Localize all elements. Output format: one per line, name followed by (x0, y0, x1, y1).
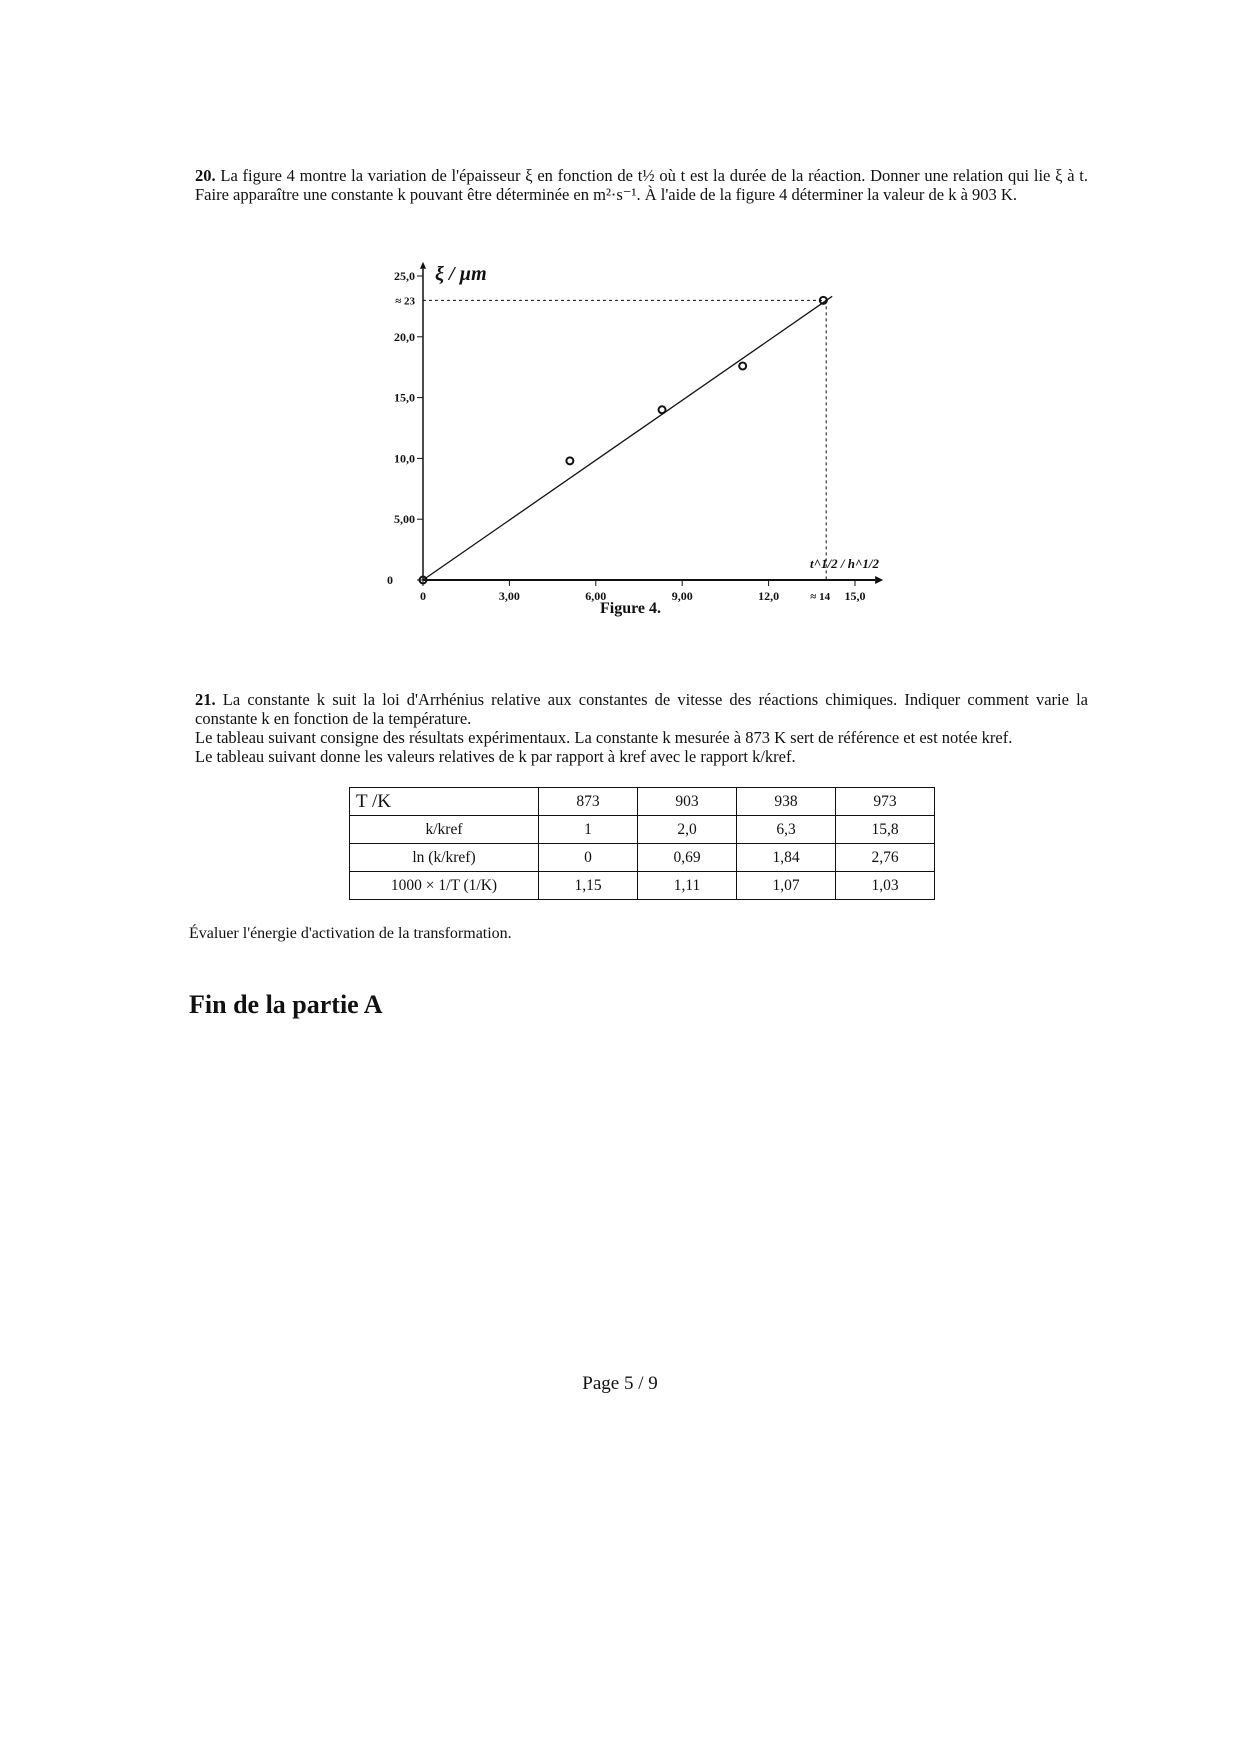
x-tick-label: 0 (420, 589, 426, 603)
row-header: k/kref (350, 816, 539, 844)
x-tick-label: 12,0 (758, 589, 780, 603)
x-tick-label: 9,00 (671, 589, 693, 603)
x-tick-label: 15,0 (844, 589, 866, 603)
y-mark-label: ≈ 23 (395, 295, 415, 308)
fit-line (423, 296, 832, 580)
y-tick-label: 10,0 (394, 451, 415, 466)
question-text: Le tableau suivant donne les valeurs relatives de k par rapport à kref avec le rapport k/kref. (195, 747, 796, 766)
table-cell: 2,76 (836, 844, 935, 872)
question-number: 21. (195, 690, 216, 709)
question-21 (195, 690, 1088, 766)
question-text: Le tableau suivant consigne des résultats expérimentaux. La constante k mesurée à 873 K sert de référence et est notée kref. (195, 728, 1013, 747)
y-axis-label: ξ / µm (435, 263, 487, 285)
y-tick-label: 20,0 (394, 329, 415, 344)
table-cell: 1,15 (539, 872, 638, 900)
table-cell: 2,0 (638, 816, 737, 844)
table-cell: 1,11 (638, 872, 737, 900)
table-cell: 973 (836, 788, 935, 816)
x-axis-arrow (875, 576, 883, 584)
table-cell: 873 (539, 788, 638, 816)
x-tick-label: 6,00 (585, 589, 607, 603)
x-axis-label: t^1/2 / h^1/2 (810, 556, 880, 571)
row-header: 1000 × 1/T (1/K) (350, 872, 539, 900)
table-cell: 1,07 (737, 872, 836, 900)
y-tick-label: 5,00 (394, 512, 415, 527)
page-number: Page 5 / 9 (582, 1373, 658, 1394)
row-header: ln (k/kref) (350, 844, 539, 872)
x-tick-label: 3,00 (498, 589, 520, 603)
figure-caption: Figure 4. (600, 600, 662, 617)
table-row (350, 844, 935, 872)
evaluate-instruction: Évaluer l'énergie d'activation de la transformation. (189, 925, 512, 942)
table-row (350, 872, 935, 900)
question-20 (195, 166, 1088, 204)
x-mark-label: ≈ 14 (810, 591, 831, 603)
table-cell: 0 (539, 844, 638, 872)
table-cell: 903 (638, 788, 737, 816)
table-row (350, 788, 935, 816)
table-cell: 1,03 (836, 872, 935, 900)
table-cell: 15,8 (836, 816, 935, 844)
row-header: T /K (350, 788, 539, 816)
table-row (350, 816, 935, 844)
results-table (349, 787, 935, 900)
y-tick-label: 25,0 (394, 269, 415, 283)
data-point (659, 406, 666, 413)
data-point (566, 457, 573, 464)
question-text: La figure 4 montre la variation de l'épaisseur ξ en fonction de t½ où t est la durée de la réaction. Donner une relation qui lie ξ à t. Faire apparaître une constante k pouvant être déterminée en m²·s⁻¹. À l'aide de la figure 4 déterminer la valeur de k à 903 K. (195, 166, 1088, 204)
y-tick-label: 0 (387, 573, 393, 587)
table-cell: 1 (539, 816, 638, 844)
question-number: 20. (195, 166, 216, 185)
table-cell: 6,3 (737, 816, 836, 844)
y-tick-label: 15,0 (394, 390, 415, 405)
y-axis-arrow (420, 262, 426, 269)
data-point (739, 362, 746, 369)
table-cell: 0,69 (638, 844, 737, 872)
table-cell: 938 (737, 788, 836, 816)
figure-4-chart (340, 255, 900, 615)
table-cell: 1,84 (737, 844, 836, 872)
section-end-title: Fin de la partie A (189, 990, 383, 1019)
question-text: La constante k suit la loi d'Arrhénius relative aux constantes de vitesse des réactions chimiques. Indiquer comment varie la constante k en fonction de la température. (195, 690, 1088, 728)
